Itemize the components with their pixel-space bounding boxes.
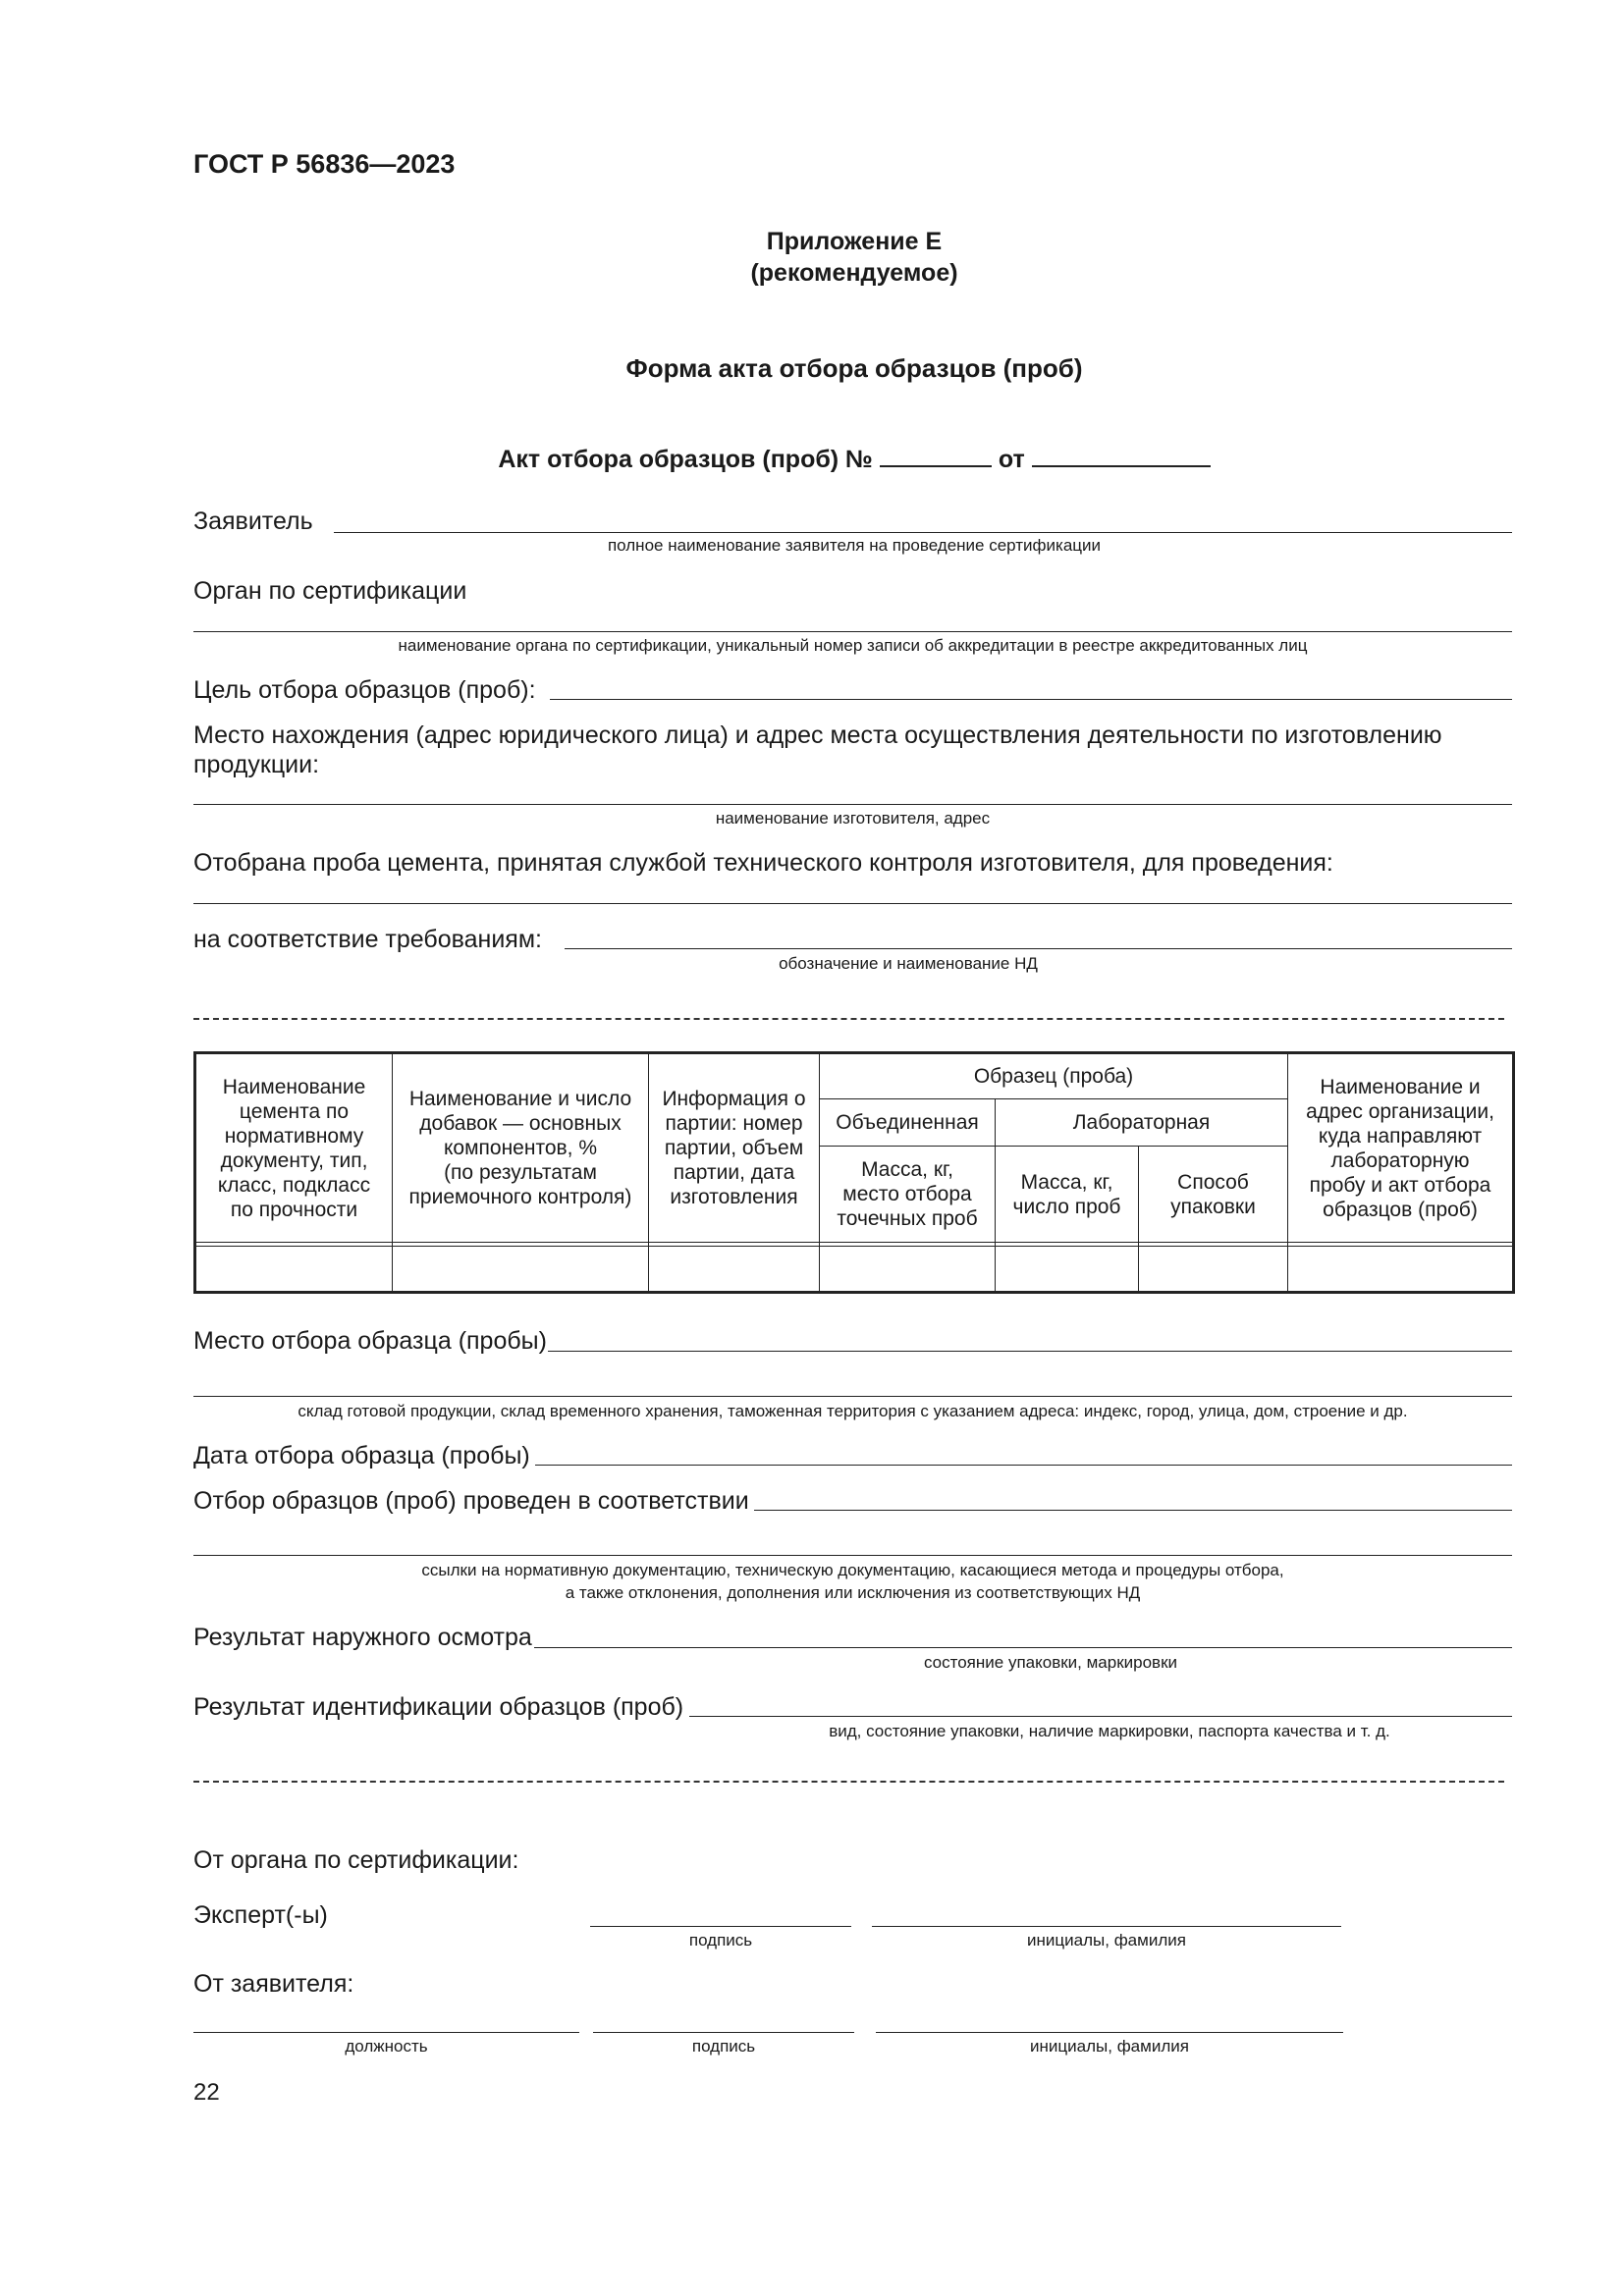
expert-initials-caption: инициалы, фамилия	[1027, 1931, 1186, 1949]
table-header-cement: Наименование цемента по нормативному документу, тип, класс, подкласс по прочности	[195, 1053, 393, 1243]
sampling-conducted-caption1: ссылки на нормативную документацию, техническую документацию, касающиеся метода и процедуры отбора,	[421, 1561, 1284, 1579]
inspection-label: Результат наружного осмотра	[193, 1624, 532, 1651]
applicant-position-caption: должность	[345, 2037, 428, 2056]
sample-table	[193, 1051, 1515, 1294]
table-header-lab-mass: Масса, кг, число проб	[996, 1147, 1139, 1243]
table-header-batch-info: Информация о партии: номер партии, объем партии, дата изготовления	[649, 1053, 820, 1243]
table-cell[interactable]	[1288, 1247, 1514, 1293]
applicant-signature-line[interactable]	[593, 2032, 854, 2033]
from-applicant-label: От заявителя:	[193, 1970, 354, 1998]
document-code: ГОСТ Р 56836—2023	[193, 149, 456, 179]
expert-initials-line[interactable]	[872, 1926, 1341, 1927]
identification-label: Результат идентификации образцов (проб)	[193, 1693, 684, 1721]
applicant-caption: полное наименование заявителя на проведение сертификации	[607, 536, 1102, 555]
applicant-initials-line[interactable]	[876, 2032, 1343, 2033]
act-title-from: от	[998, 446, 1025, 473]
table-cell[interactable]	[996, 1247, 1139, 1293]
table-header-packing: Способ упаковки	[1139, 1147, 1288, 1243]
applicant-signature-caption: подпись	[691, 2037, 756, 2056]
compliance-caption: обозначение и наименование НД	[779, 954, 1038, 973]
table-cell[interactable]	[1139, 1247, 1288, 1293]
table-row	[195, 1247, 1514, 1293]
table-header-sample-group: Образец (проба)	[820, 1053, 1288, 1099]
location-line[interactable]	[193, 804, 1512, 805]
appendix-subtitle: (рекомендуемое)	[750, 259, 958, 287]
applicant-position-line[interactable]	[193, 2032, 579, 2033]
cert-body-line[interactable]	[193, 631, 1512, 632]
inspection-line[interactable]	[534, 1647, 1512, 1648]
compliance-label: на соответствие требованиям:	[193, 926, 542, 953]
identification-caption: вид, состояние упаковки, наличие маркировки, паспорта качества и т. д.	[829, 1722, 1390, 1740]
table-header-combined-mass: Масса, кг, место отбора точечных проб	[820, 1147, 996, 1243]
act-date-blank[interactable]	[1032, 444, 1211, 467]
identification-line[interactable]	[689, 1716, 1512, 1717]
cert-body-label: Орган по сертификации	[193, 577, 467, 605]
table-cell[interactable]	[195, 1247, 393, 1293]
table-header-laboratory: Лабораторная	[996, 1099, 1288, 1147]
sampling-date-label: Дата отбора образца (пробы)	[193, 1442, 530, 1469]
table-cell[interactable]	[649, 1247, 820, 1293]
applicant-label: Заявитель	[193, 507, 313, 535]
form-title: Форма акта отбора образцов (проб)	[625, 353, 1083, 383]
location-label-line2: продукции:	[193, 751, 320, 778]
inspection-caption: состояние упаковки, маркировки	[923, 1653, 1178, 1672]
separator-dashed-2	[193, 1781, 1504, 1783]
sample-taken-line[interactable]	[193, 903, 1512, 904]
sample-taken-label: Отобрана проба цемента, принятая службой технического контроля изготовителя, для проведения:	[193, 849, 1333, 877]
purpose-label: Цель отбора образцов (проб):	[193, 676, 536, 704]
sampling-place-caption: склад готовой продукции, склад временного хранения, таможенная территория с указанием адреса: индекс, город, улица, дом, строение и др.	[298, 1402, 1408, 1420]
location-label-line1: Место нахождения (адрес юридического лица) и адрес места осуществления деятельности по изготовлению	[193, 721, 1442, 749]
table-header-destination: Наименование и адрес организации, куда направляют лабораторную пробу и акт отбора образцов (проб)	[1288, 1053, 1514, 1243]
location-caption: наименование изготовителя, адрес	[715, 809, 991, 828]
act-title	[0, 444, 1624, 474]
page-number: 22	[193, 2079, 220, 2106]
from-cert-body-label: От органа по сертификации:	[193, 1846, 519, 1874]
sampling-date-line[interactable]	[535, 1465, 1512, 1466]
sampling-conducted-line1[interactable]	[754, 1510, 1512, 1511]
applicant-initials-caption: инициалы, фамилия	[1030, 2037, 1189, 2056]
applicant-line[interactable]	[334, 532, 1512, 533]
cert-body-caption: наименование органа по сертификации, уникальный номер записи об аккредитации в реестре аккредитованных лиц	[398, 636, 1308, 655]
act-number-blank[interactable]	[880, 444, 992, 467]
act-title-prefix: Акт отбора образцов (проб) №	[498, 446, 873, 473]
expert-signature-line[interactable]	[590, 1926, 851, 1927]
table-cell[interactable]	[393, 1247, 649, 1293]
table-header-additives: Наименование и число добавок — основных компонентов, % (по результатам приемочного контроля)	[393, 1053, 649, 1243]
expert-signature-caption: подпись	[688, 1931, 753, 1949]
sampling-place-label: Место отбора образца (пробы)	[193, 1327, 547, 1355]
table-cell[interactable]	[820, 1247, 996, 1293]
sampling-conducted-line2[interactable]	[193, 1555, 1512, 1556]
separator-dashed-1	[193, 1018, 1504, 1020]
sampling-conducted-label: Отбор образцов (проб) проведен в соответствии	[193, 1487, 749, 1515]
appendix-title: Приложение Е	[766, 228, 943, 255]
sampling-place-line1[interactable]	[548, 1351, 1512, 1352]
compliance-line[interactable]	[565, 948, 1512, 949]
sampling-conducted-caption2: а также отклонения, дополнения или исключения из соответствующих НД	[565, 1583, 1141, 1602]
purpose-line[interactable]	[550, 699, 1512, 700]
table-header-combined: Объединенная	[820, 1099, 996, 1147]
sampling-place-line2[interactable]	[193, 1396, 1512, 1397]
expert-label: Эксперт(-ы)	[193, 1901, 328, 1929]
